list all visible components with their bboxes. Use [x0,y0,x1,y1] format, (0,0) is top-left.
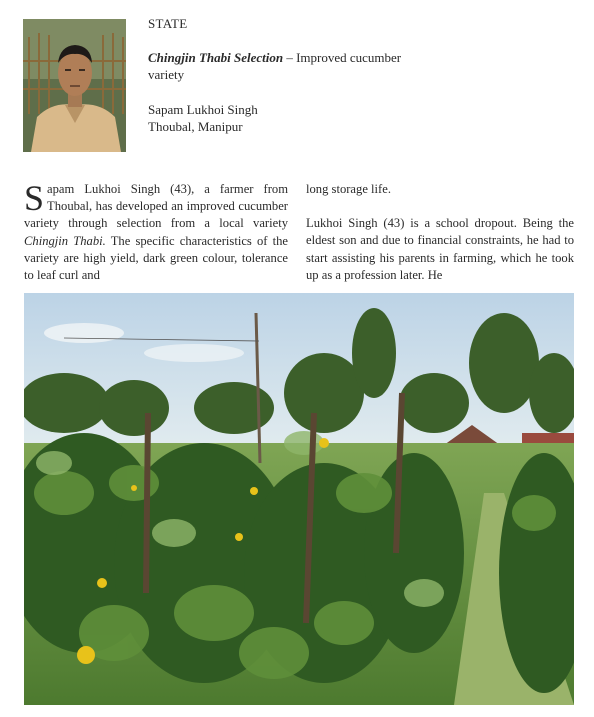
title-description-cont: variety [148,67,185,82]
section-label: STATE [148,16,188,31]
article-paragraph: Sapam Lukhoi Singh (43), a farmer from Thoubal, has developed an improved cucumber variety through selection from a local variety Chingjin Thabi. The specific characteristics of the variety are high yield, dark green colour, tolerance to leaf curl and [24,178,288,283]
author-name: Sapam Lukhoi Singh [148,102,258,117]
article-header [148,15,448,135]
drop-cap: S [24,178,45,218]
title-separator: – [286,50,293,65]
article-column-left [24,178,288,284]
variety-local-name: Chingjin Thabi. [24,233,106,248]
title-description: Improved cucumber [296,50,402,65]
article-paragraph: long storage life. [306,182,391,196]
article-paragraph: Lukhoi Singh (43) is a school dropout. Being the eldest son and due to financial constraints, he had to start assisting his parents in farming, which he took up as a profession later. He [306,216,574,282]
author-block [148,101,448,135]
author-location: Thoubal, Manipur [148,119,243,134]
article-column-right [306,181,574,284]
article-title [148,49,448,83]
variety-name: Chingjin Thabi Selection [148,50,284,65]
cucumber-field-photo [24,293,574,705]
farmer-portrait-photo [23,19,126,152]
